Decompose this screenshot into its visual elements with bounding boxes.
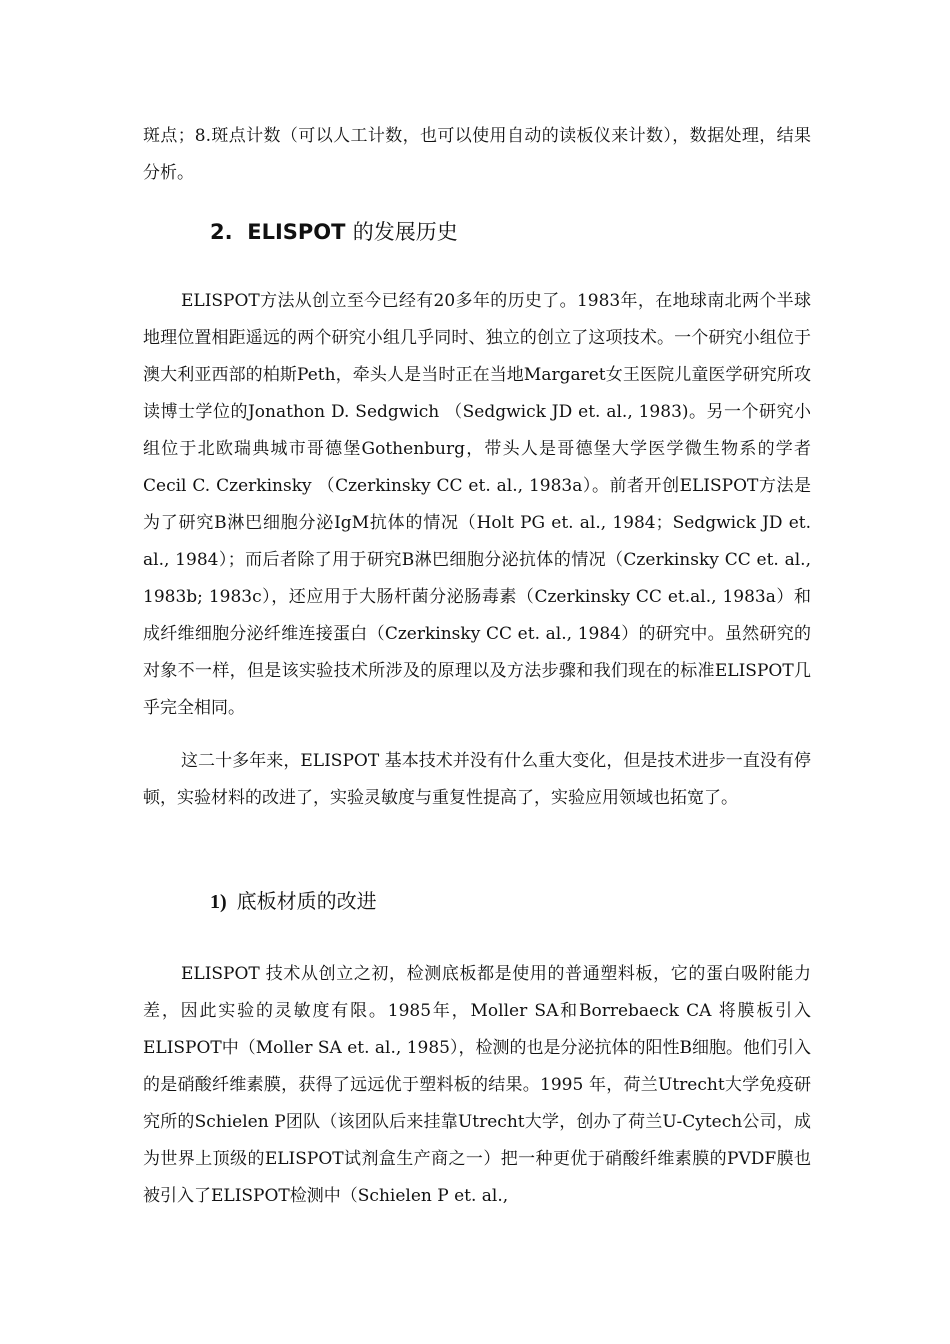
subsection-1-title: 底板材质的改进 <box>236 889 377 913</box>
subsection-1-number: 1) <box>210 891 227 913</box>
section-2-number: 2. <box>210 220 233 244</box>
section-2-title-cn: 的发展历史 <box>352 220 458 244</box>
subsection-1-heading <box>210 883 377 920</box>
subsection-1-paragraph: ELISPOT 技术从创立之初，检测底板都是使用的普通塑料板，它的蛋白吸附能力差，因此实验的灵敏度有限。1985年，Moller SA和Borrebaeck CA 将膜板引入ELISPOT中（Moller SA et. al., 1985），检测的也是分泌抗体的阳性B细胞。他们引入的是硝酸纤维素膜，获得了远远优于塑料板的结果。1995 年，荷兰Utrecht大学免疫研究所的Schielen P团队（该团队后来挂靠Utrecht大学，创办了荷兰U-Cytech公司，成为世界上顶级的ELISPOT试剂盒生产商之一）把一种更优于硝酸纤维素膜的PVDF膜也被引入了ELISPOT检测中（Schielen P et. al., <box>143 964 811 1206</box>
intro-paragraph: 斑点；8.斑点计数（可以人工计数，也可以使用自动的读板仪来计数），数据处理，结果分析。 <box>143 126 811 183</box>
section-2-title-latin: ELISPOT <box>247 220 346 244</box>
section-2-paragraph-2: 这二十多年来，ELISPOT 基本技术并没有什么重大变化，但是技术进步一直没有停顿，实验材料的改进了，实验灵敏度与重复性提高了，实验应用领域也拓宽了。 <box>143 751 811 808</box>
section-2-heading <box>210 214 458 250</box>
section-2-paragraph-1: ELISPOT方法从创立至今已经有20多年的历史了。1983年，在地球南北两个半球地理位置相距遥远的两个研究小组几乎同时、独立的创立了这项技术。一个研究小组位于澳大利亚西部的柏斯Peth，牵头人是当时正在当地Margaret女王医院儿童医学研究所攻读博士学位的Jonathon D. Sedgwich （Sedgwick JD et. al., 1983)。另一个研究小组位于北欧瑞典城市哥德堡Gothenburg，带头人是哥德堡大学医学微生物系的学者Cecil C. Czerkinsky （Czerkinsky CC et. al., 1983a）。前者开创ELISPOT方法是为了研究B淋巴细胞分泌IgM抗体的情况（Holt PG et. al., 1984；Sedgwick JD et. al., 1984）；而后者除了用于研究B淋巴细胞分泌抗体的情况（Czerkinsky CC et. al., 1983b; 1983c），还应用于大肠杆菌分泌肠毒素（Czerkinsky CC et.al., 1983a）和成纤维细胞分泌纤维连接蛋白（Czerkinsky CC et. al., 1984）的研究中。虽然研究的对象不一样，但是该实验技术所涉及的原理以及方法步骤和我们现在的标准ELISPOT几乎完全相同。 <box>143 291 811 718</box>
